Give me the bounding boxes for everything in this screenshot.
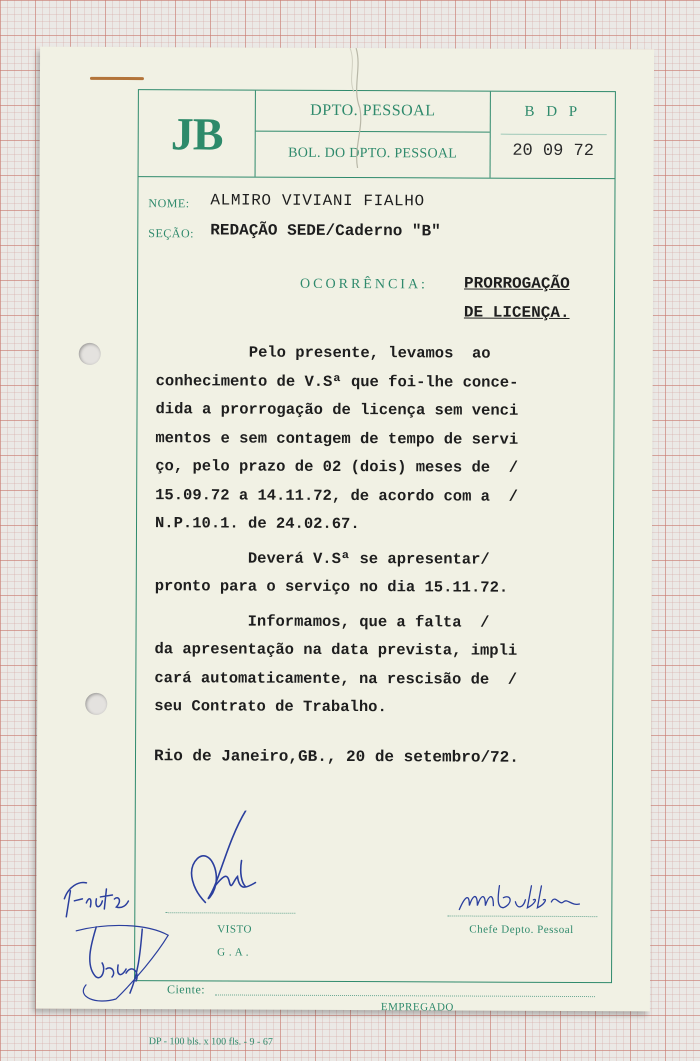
- body-line: cará automaticamente, na rescisão de /: [154, 668, 518, 689]
- dept-subtitle: BOL. DO DPTO. PESSOAL: [288, 145, 458, 162]
- body-line: Deverá V.Sª se apresentar/: [154, 548, 490, 569]
- body-line: Informamos, que a falta /: [154, 611, 490, 632]
- punch-hole-top: [79, 343, 101, 365]
- body-line: mentos e sem contagem de tempo de servi: [155, 428, 519, 449]
- body-line: ço, pelo prazo de 02 (dois) meses de /: [155, 457, 519, 477]
- ciente-label: Ciente:: [166, 982, 206, 997]
- visto-signature: [175, 810, 275, 910]
- chefe-label: Chefe Depto. Pessoal: [469, 923, 574, 937]
- chefe-signature: [455, 879, 595, 920]
- body-line: 15.09.72 a 14.11.72, de acordo com a /: [155, 485, 518, 506]
- form-footer: DP - 100 bls. x 100 fls. - 9 - 67: [148, 1036, 273, 1048]
- rust-mark: [90, 77, 144, 80]
- body-line: dida a prorrogação de licença sem venci: [155, 400, 519, 420]
- visto-line: [165, 912, 295, 914]
- ocorrencia-value-1: PRORROGAÇÃO: [464, 274, 570, 293]
- form-frame: [134, 89, 616, 1048]
- bulletin-date: 20 09 72: [512, 141, 595, 162]
- nome-label: NOME:: [148, 196, 190, 211]
- ocorrencia-value-2: DE LICENÇA.: [463, 303, 570, 322]
- punch-hole-bottom: [85, 693, 107, 715]
- handwritten-annotation: [56, 869, 177, 1010]
- visto-label: VISTO: [217, 923, 252, 936]
- date-line: [501, 134, 607, 135]
- body-line: N.P.10.1. de 24.02.67.: [154, 514, 360, 534]
- body-line: seu Contrato de Trabalho.: [154, 697, 387, 717]
- body-line: conhecimento de V.Sª que foi-lhe conce-: [155, 371, 519, 392]
- empregado-label: EMPREGADO: [380, 1001, 454, 1014]
- body-text: [154, 338, 602, 722]
- jb-logo: JB: [139, 90, 256, 177]
- paper-tear: [336, 48, 377, 168]
- ocorrencia-label: OCORRÊNCIA:: [300, 276, 429, 293]
- form-header: [139, 90, 615, 179]
- secao-label: SEÇÃO:: [148, 226, 195, 241]
- dept-title: DPTO. PESSOAL: [256, 91, 490, 133]
- body-line: Pelo presente, levamos ao: [155, 343, 491, 363]
- ciente-line: [215, 994, 595, 997]
- nome-value: ALMIRO VIVIANI FIALHO: [210, 191, 425, 211]
- place-date: Rio de Janeiro,GB., 20 de setembro/72.: [153, 747, 519, 767]
- ga-label: G . A .: [217, 946, 250, 959]
- bdp-code: B D P: [524, 103, 582, 120]
- bdp-box: [491, 92, 615, 179]
- body-line: da apresentação na data prevista, impli: [154, 640, 518, 660]
- document-paper: [36, 47, 654, 1048]
- secao-value: REDAÇÃO SEDE/Caderno "B": [210, 221, 441, 241]
- body-line: pronto para o serviço no dia 15.11.72.: [154, 577, 509, 597]
- date-box: [491, 132, 615, 177]
